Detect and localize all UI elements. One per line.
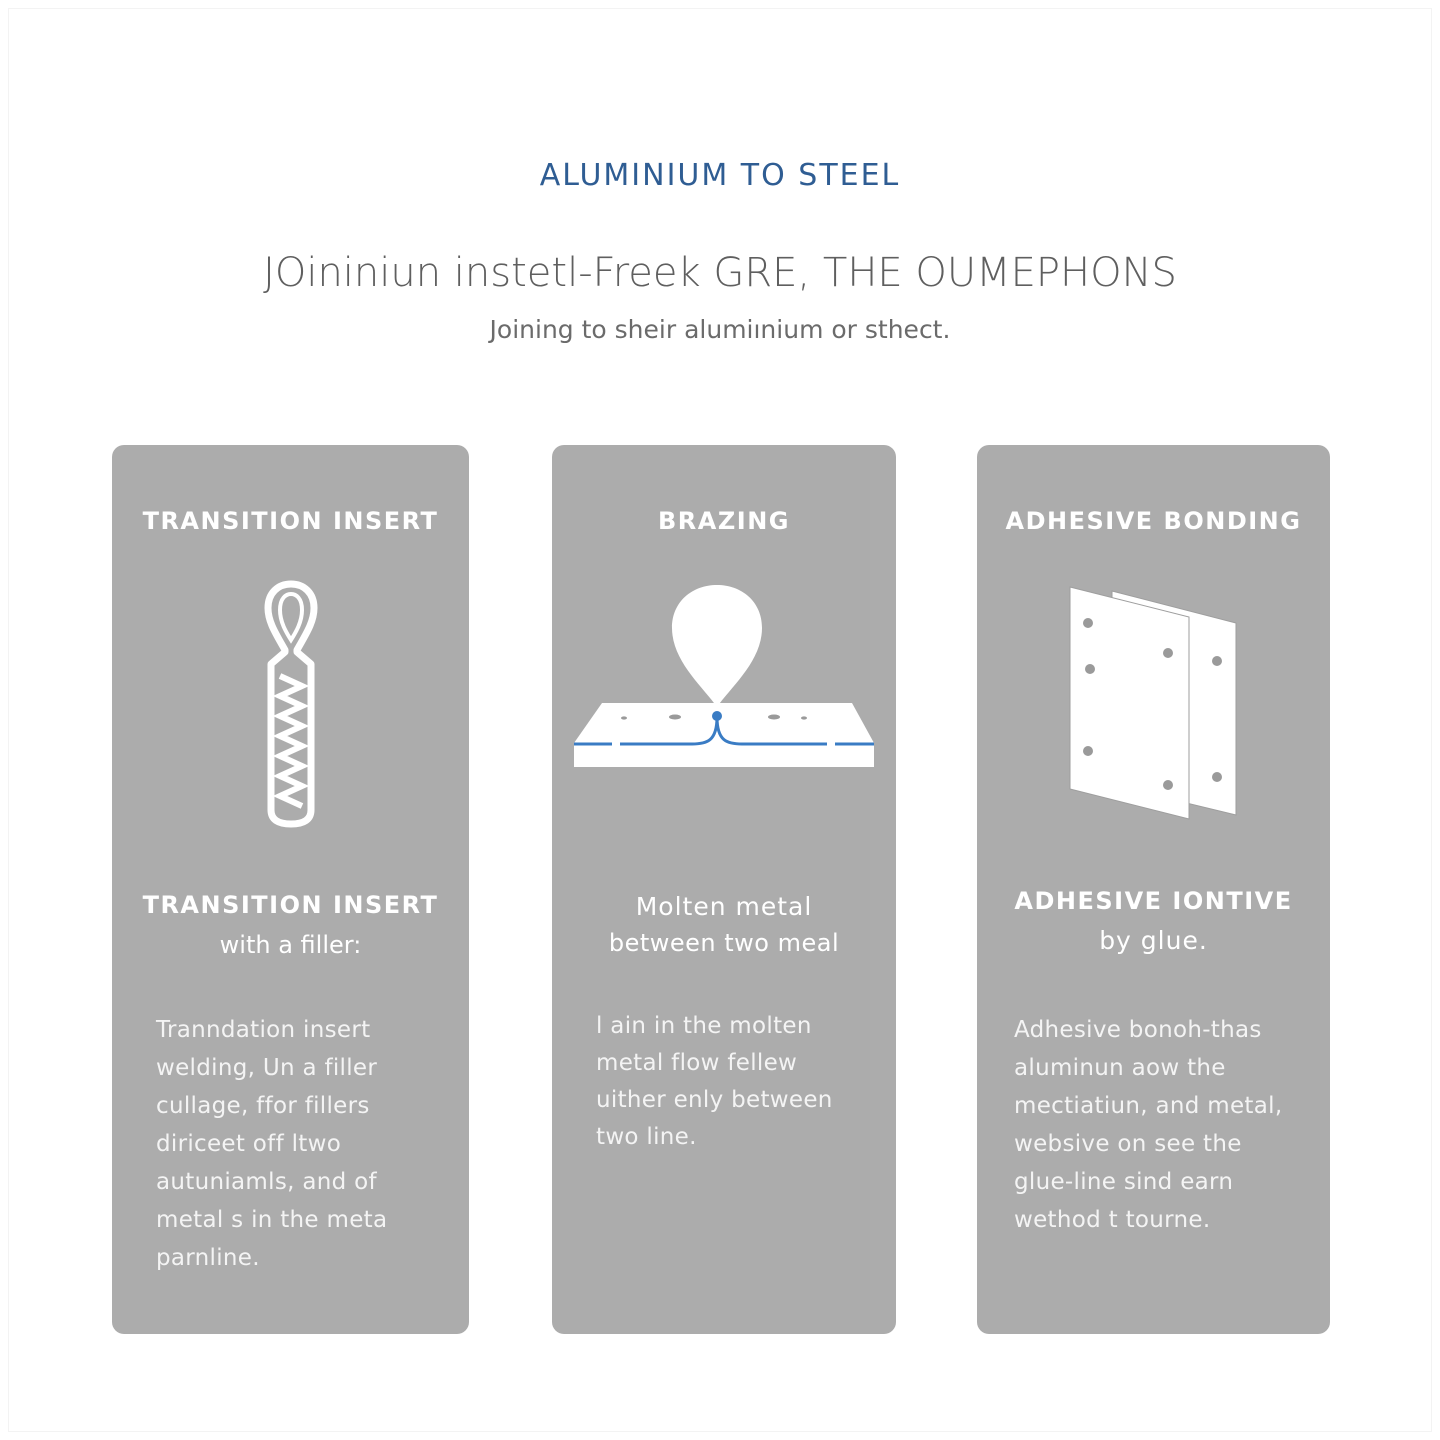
card-body <box>596 1008 833 1156</box>
card-body-line: Adhesive bonoh-thas <box>1014 1017 1262 1043</box>
card-body-line: metal flow fellew <box>596 1050 798 1076</box>
card-body-line: metal s in the meta <box>156 1207 388 1233</box>
card-subtitle <box>112 885 469 965</box>
card-body-line: websive on see the <box>1014 1131 1242 1157</box>
card-adhesive-bonding <box>977 445 1330 1334</box>
card-body-line: cullage, ffor fillers <box>156 1093 370 1119</box>
card-title: TRANSITION INSERT <box>142 507 439 535</box>
card-body-line: mectiatiun, and metal, <box>1014 1093 1283 1119</box>
card-body-line: two line. <box>596 1124 697 1150</box>
card-body <box>1014 1011 1282 1239</box>
card-body-line: diriceet off ltwo <box>156 1131 342 1157</box>
card-body-line: autuniamls, and of <box>156 1169 377 1195</box>
card-body-line: welding, Un a filler <box>156 1055 378 1081</box>
transition-insert-icon <box>112 580 469 830</box>
card-subtitle <box>977 881 1330 961</box>
card-subtitle-line-1: ADHESIVE IONTIVE <box>1014 887 1293 915</box>
card-body-line: glue-line sind earn <box>1014 1169 1234 1195</box>
card-title: BRAZING <box>658 507 790 535</box>
card-body-line: aluminun aow the <box>1014 1055 1226 1081</box>
brazing-icon <box>552 583 896 771</box>
card-body-line: l ain in the molten <box>596 1013 812 1039</box>
card-title: ADHESIVE BONDING <box>1005 507 1302 535</box>
card-body-line: uither enly between <box>596 1087 833 1113</box>
page-subheadline: Joining to sheir alumiınium or sthect. <box>489 315 951 344</box>
page-headline: JOininiun instetl-Freek GRE, THE OUMEPHONS <box>263 250 1177 296</box>
adhesive-bonding-icon <box>977 585 1330 825</box>
card-brazing <box>552 445 896 1334</box>
card-transition-insert <box>112 445 469 1334</box>
card-subtitle <box>552 889 896 961</box>
card-body-line: Tranndation insert <box>156 1017 371 1043</box>
card-subtitle-line-1: TRANSITION INSERT <box>142 891 439 919</box>
card-body-line: parnline. <box>156 1245 260 1271</box>
card-body-line: wethod t tourne. <box>1014 1207 1211 1233</box>
card-subtitle-line-1: Molten metal <box>635 892 813 921</box>
eyebrow-label: ALUMINIUM TO STEEL <box>539 158 901 193</box>
card-subtitle-line-2: by glue. <box>1099 926 1208 955</box>
card-subtitle-line-2: between two meal <box>608 929 840 957</box>
card-body <box>156 1011 387 1277</box>
card-subtitle-line-2: with a filler: <box>219 931 362 959</box>
